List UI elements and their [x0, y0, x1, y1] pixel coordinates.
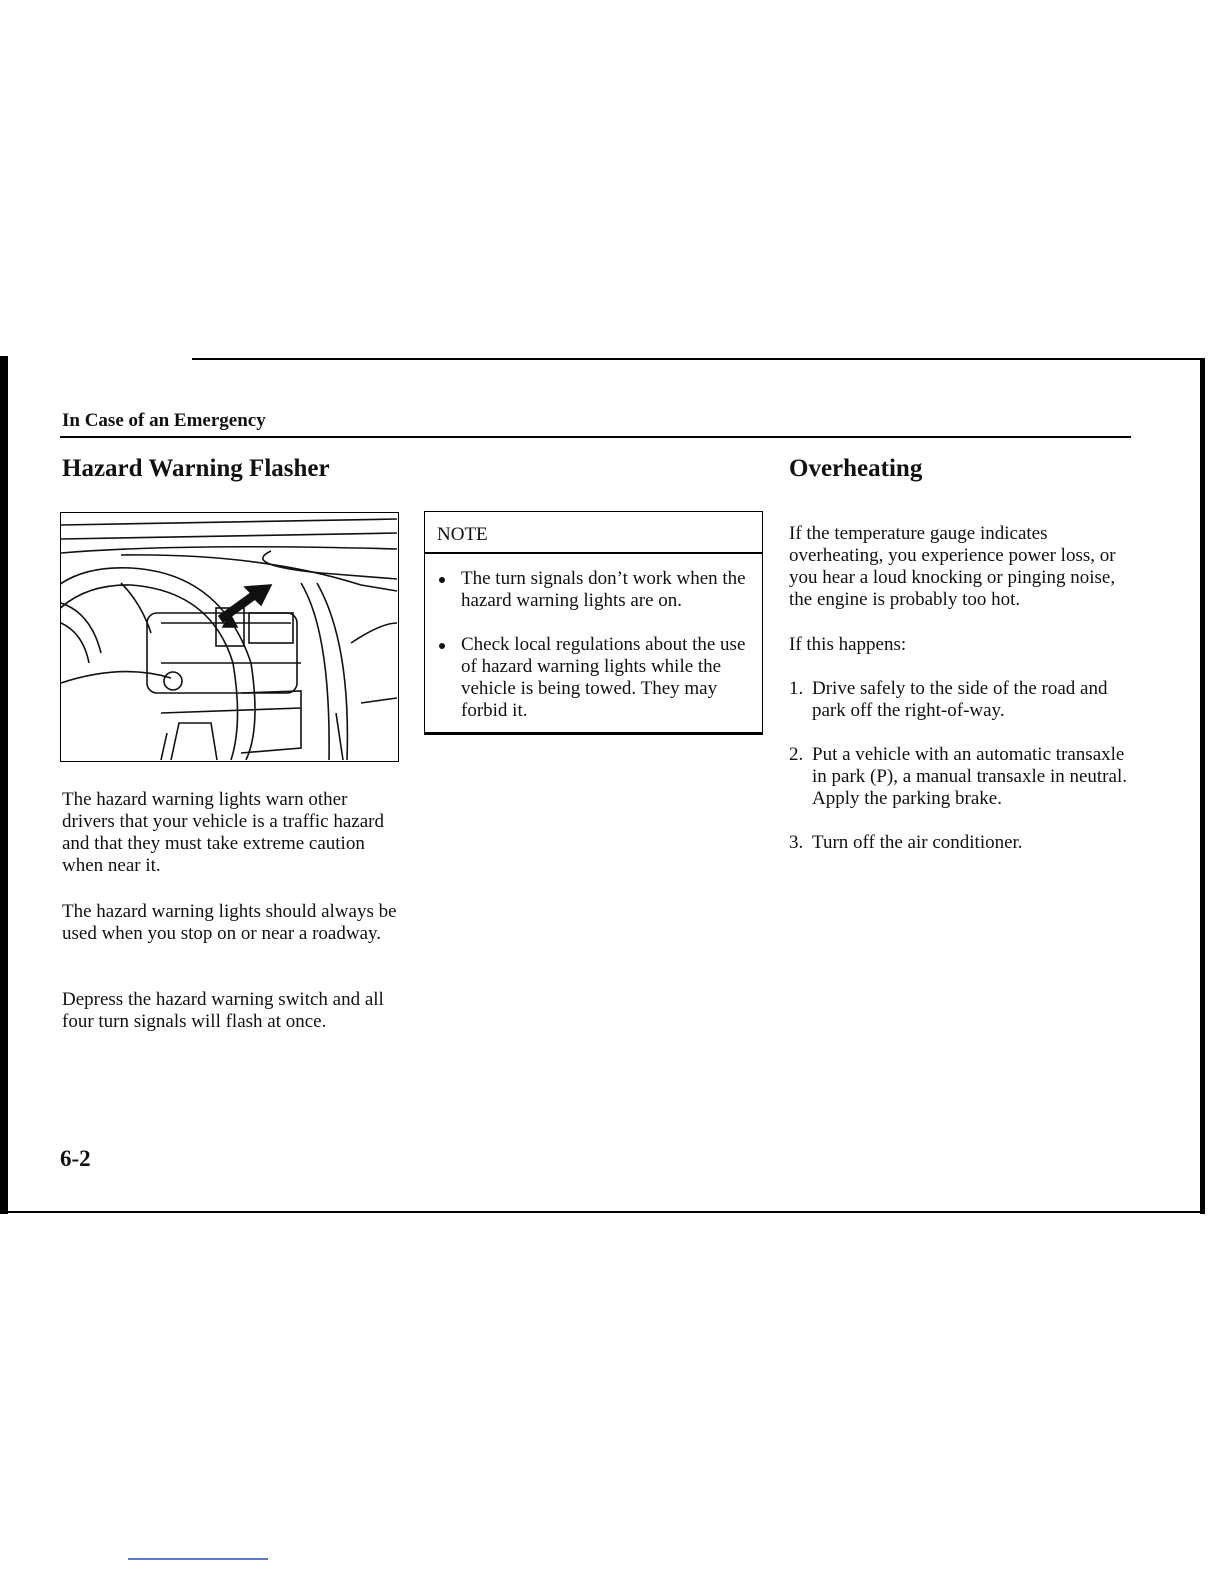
step-item	[789, 744, 1139, 810]
note-item-text: Check local regulations about the use of hazard warning lights while the vehicle is being towed. They may forbid it.	[461, 634, 746, 721]
header-rule	[60, 436, 1131, 438]
page-frame-left	[0, 356, 8, 1214]
overheating-title: Overheating	[789, 455, 923, 482]
step-item	[789, 832, 1139, 854]
note-item	[439, 568, 757, 612]
step-text: Put a vehicle with an automatic transaxle in park (P), a manual transaxle in neutral.	[812, 744, 1127, 787]
overheating-intro: If the temperature gauge indicates overheating, you experience power loss, or you hear a loud knocking or pinging noise, the engine is probably too hot.	[789, 523, 1116, 610]
note-item	[439, 634, 757, 722]
hazard-paragraph-3: Depress the hazard warning switch and all four turn signals will flash at once.	[62, 989, 384, 1032]
bullet-icon	[439, 643, 445, 649]
note-box	[424, 511, 763, 735]
hazard-paragraph-1: The hazard warning lights warn other drivers that your vehicle is a traffic hazard and that they must take extreme caution when near it.	[62, 789, 384, 876]
bullet-icon	[439, 577, 445, 583]
hazard-warning-title: Hazard Warning Flasher	[62, 455, 330, 482]
top-rule	[192, 358, 1204, 360]
step-number: 1.	[789, 678, 804, 699]
note-list	[439, 568, 757, 744]
page-frame-right	[1200, 358, 1205, 1214]
step-number: 2.	[789, 744, 804, 765]
hazard-paragraph-2: The hazard warning lights should always be used when you stop on or near a roadway.	[62, 901, 397, 944]
dashboard-hazard-switch-illustration	[60, 512, 399, 762]
note-item-text: The turn signals don’t work when the hazard warning lights are on.	[461, 568, 746, 611]
section-header: In Case of an Emergency	[62, 410, 266, 431]
step-text: Turn off the air conditioner.	[812, 832, 1023, 853]
note-divider	[425, 552, 762, 554]
bottom-rule	[0, 1211, 1205, 1213]
step-text: Drive safely to the side of the road and park off the right-of-way.	[812, 678, 1108, 721]
step-item	[789, 678, 1139, 722]
page-number: 6-2	[60, 1146, 91, 1171]
step-number: 3.	[789, 832, 804, 853]
overheating-steps	[789, 678, 1139, 876]
step-text-extra: Apply the parking brake.	[812, 788, 1002, 809]
note-title: NOTE	[437, 524, 488, 545]
scan-artifact-line	[128, 1558, 268, 1560]
if-this-happens-label: If this happens:	[789, 634, 907, 655]
